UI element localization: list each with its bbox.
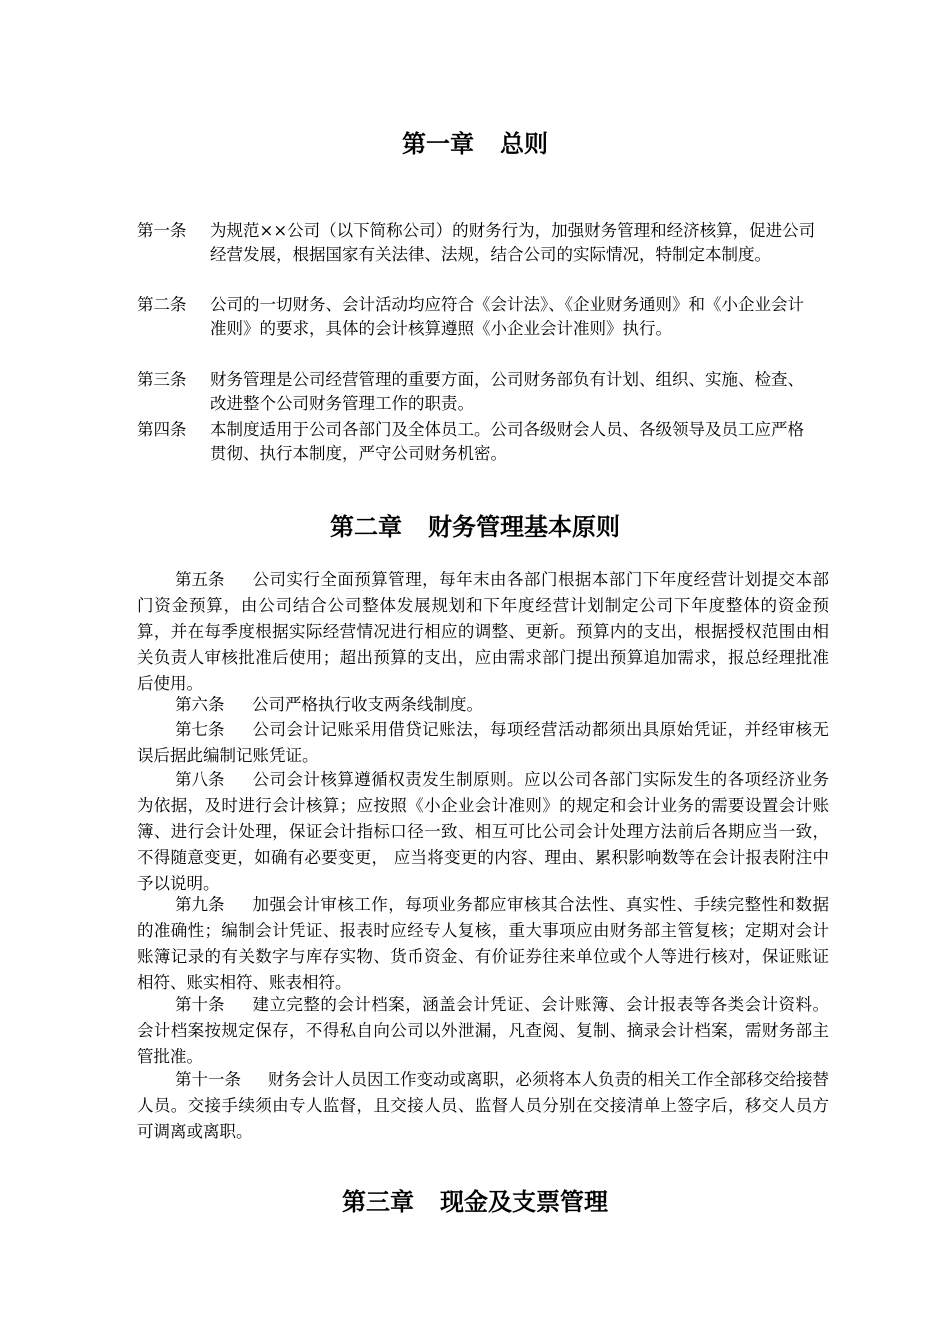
article-7 — [137, 717, 829, 769]
chapter-number: 第二章 — [330, 513, 402, 541]
chapter-number: 第一章 — [402, 130, 474, 158]
article-text: 公司实行全面预算管理，每年末由各部门根据本部门下年度经营计划提交本部门资金预算，由公司结合公司整体发展规划和下年度经营计划制定公司下年度整体的资金预算，并在每季度根据实际经营情况进行相应的调整、更新。预算内的支出，根据授权范围由相关负责人审核批准后使用；超出预算的支出，应由需求部门提出预算追加需求，报总经理批准后使用。 — [137, 570, 829, 693]
article-text: 公司严格执行收支两条线制度。 — [252, 695, 483, 714]
article-text: 公司的一切财务、会计活动均应符合《会计法》、《企业财务通则》和《小企业会计准则》的要求，具体的会计核算遵照《小企业会计准则》执行。 — [210, 295, 804, 338]
chapter-title: 财务管理基本原则 — [428, 513, 620, 541]
article-9 — [137, 892, 829, 996]
chapter-3-heading — [0, 1187, 950, 1217]
article-text: 建立完整的会计档案，涵盖会计凭证、会计账簿、会计报表等各类会计资料。会计档案按规定保存，不得私自向公司以外泄漏，凡查阅、复制、摘录会计档案，需财务部主管批准。 — [137, 995, 829, 1066]
article-label: 第九条 — [175, 895, 225, 914]
chapter-2-heading — [0, 512, 950, 542]
article-label: 第七条 — [175, 720, 225, 739]
article-3 — [137, 368, 817, 416]
article-label: 第五条 — [175, 570, 225, 589]
article-text: 财务管理是公司经营管理的重要方面，公司财务部负有计划、组织、实施、检查、改进整个公司财务管理工作的职责。 — [210, 370, 804, 413]
article-label: 第十一条 — [175, 1070, 241, 1089]
article-text: 公司会计核算遵循权责发生制原则。应以公司各部门实际发生的各项经济业务为依据，及时进行会计核算；应按照《小企业会计准则》的规定和会计业务的需要设置会计账簿、进行会计处理，保证会计指标口径一致、相互可比公司会计处理方法前后各期应当一致，不得随意变更，如确有必要变更， 应当将变更的内容、理由、累积影响数等在会计报表附注中予以说明。 — [137, 770, 829, 893]
chapter-number: 第三章 — [342, 1188, 414, 1216]
article-text: 加强会计审核工作，每项业务都应审核其合法性、真实性、手续完整性和数据的准确性；编制会计凭证、报表时应经专人复核，重大事项应由财务部主管复核；定期对会计账簿记录的有关数字与库存实物、货币资金、有价证券往来单位或个人等进行核对，保证账证相符、账实相符、账表相符。 — [137, 895, 829, 992]
article-label: 第一条 — [137, 221, 187, 240]
article-4 — [137, 418, 817, 466]
article-label: 第三条 — [137, 370, 187, 389]
article-label: 第八条 — [175, 770, 225, 789]
article-text: 为规范××公司（以下简称公司）的财务行为，加强财务管理和经济核算，促进公司经营发展，根据国家有关法律、法规，结合公司的实际情况，特制定本制度。 — [210, 221, 816, 264]
article-1 — [137, 219, 817, 267]
article-6 — [137, 692, 829, 718]
article-label: 第四条 — [137, 420, 187, 439]
article-text: 本制度适用于公司各部门及全体员工。公司各级财会人员、各级领导及员工应严格贯彻、执行本制度，严守公司财务机密。 — [210, 420, 804, 463]
article-2 — [137, 293, 817, 341]
article-label: 第十条 — [175, 995, 225, 1014]
article-8 — [137, 767, 829, 897]
article-label: 第二条 — [137, 295, 187, 314]
chapter-title: 总则 — [500, 130, 548, 158]
article-label: 第六条 — [175, 695, 225, 714]
chapter-title: 现金及支票管理 — [440, 1188, 608, 1216]
article-11 — [137, 1067, 829, 1145]
article-10 — [137, 992, 829, 1070]
article-text: 财务会计人员因工作变动或离职，必须将本人负责的相关工作全部移交给接替人员。交接手续须由专人监督，且交接人员、监督人员分别在交接清单上签字后，移交人员方可调离或离职。 — [137, 1070, 829, 1141]
chapter-1-heading — [0, 129, 950, 159]
article-5 — [137, 567, 829, 697]
article-text: 公司会计记账采用借贷记账法，每项经营活动都须出具原始凭证，并经审核无误后据此编制记账凭证。 — [137, 720, 829, 765]
